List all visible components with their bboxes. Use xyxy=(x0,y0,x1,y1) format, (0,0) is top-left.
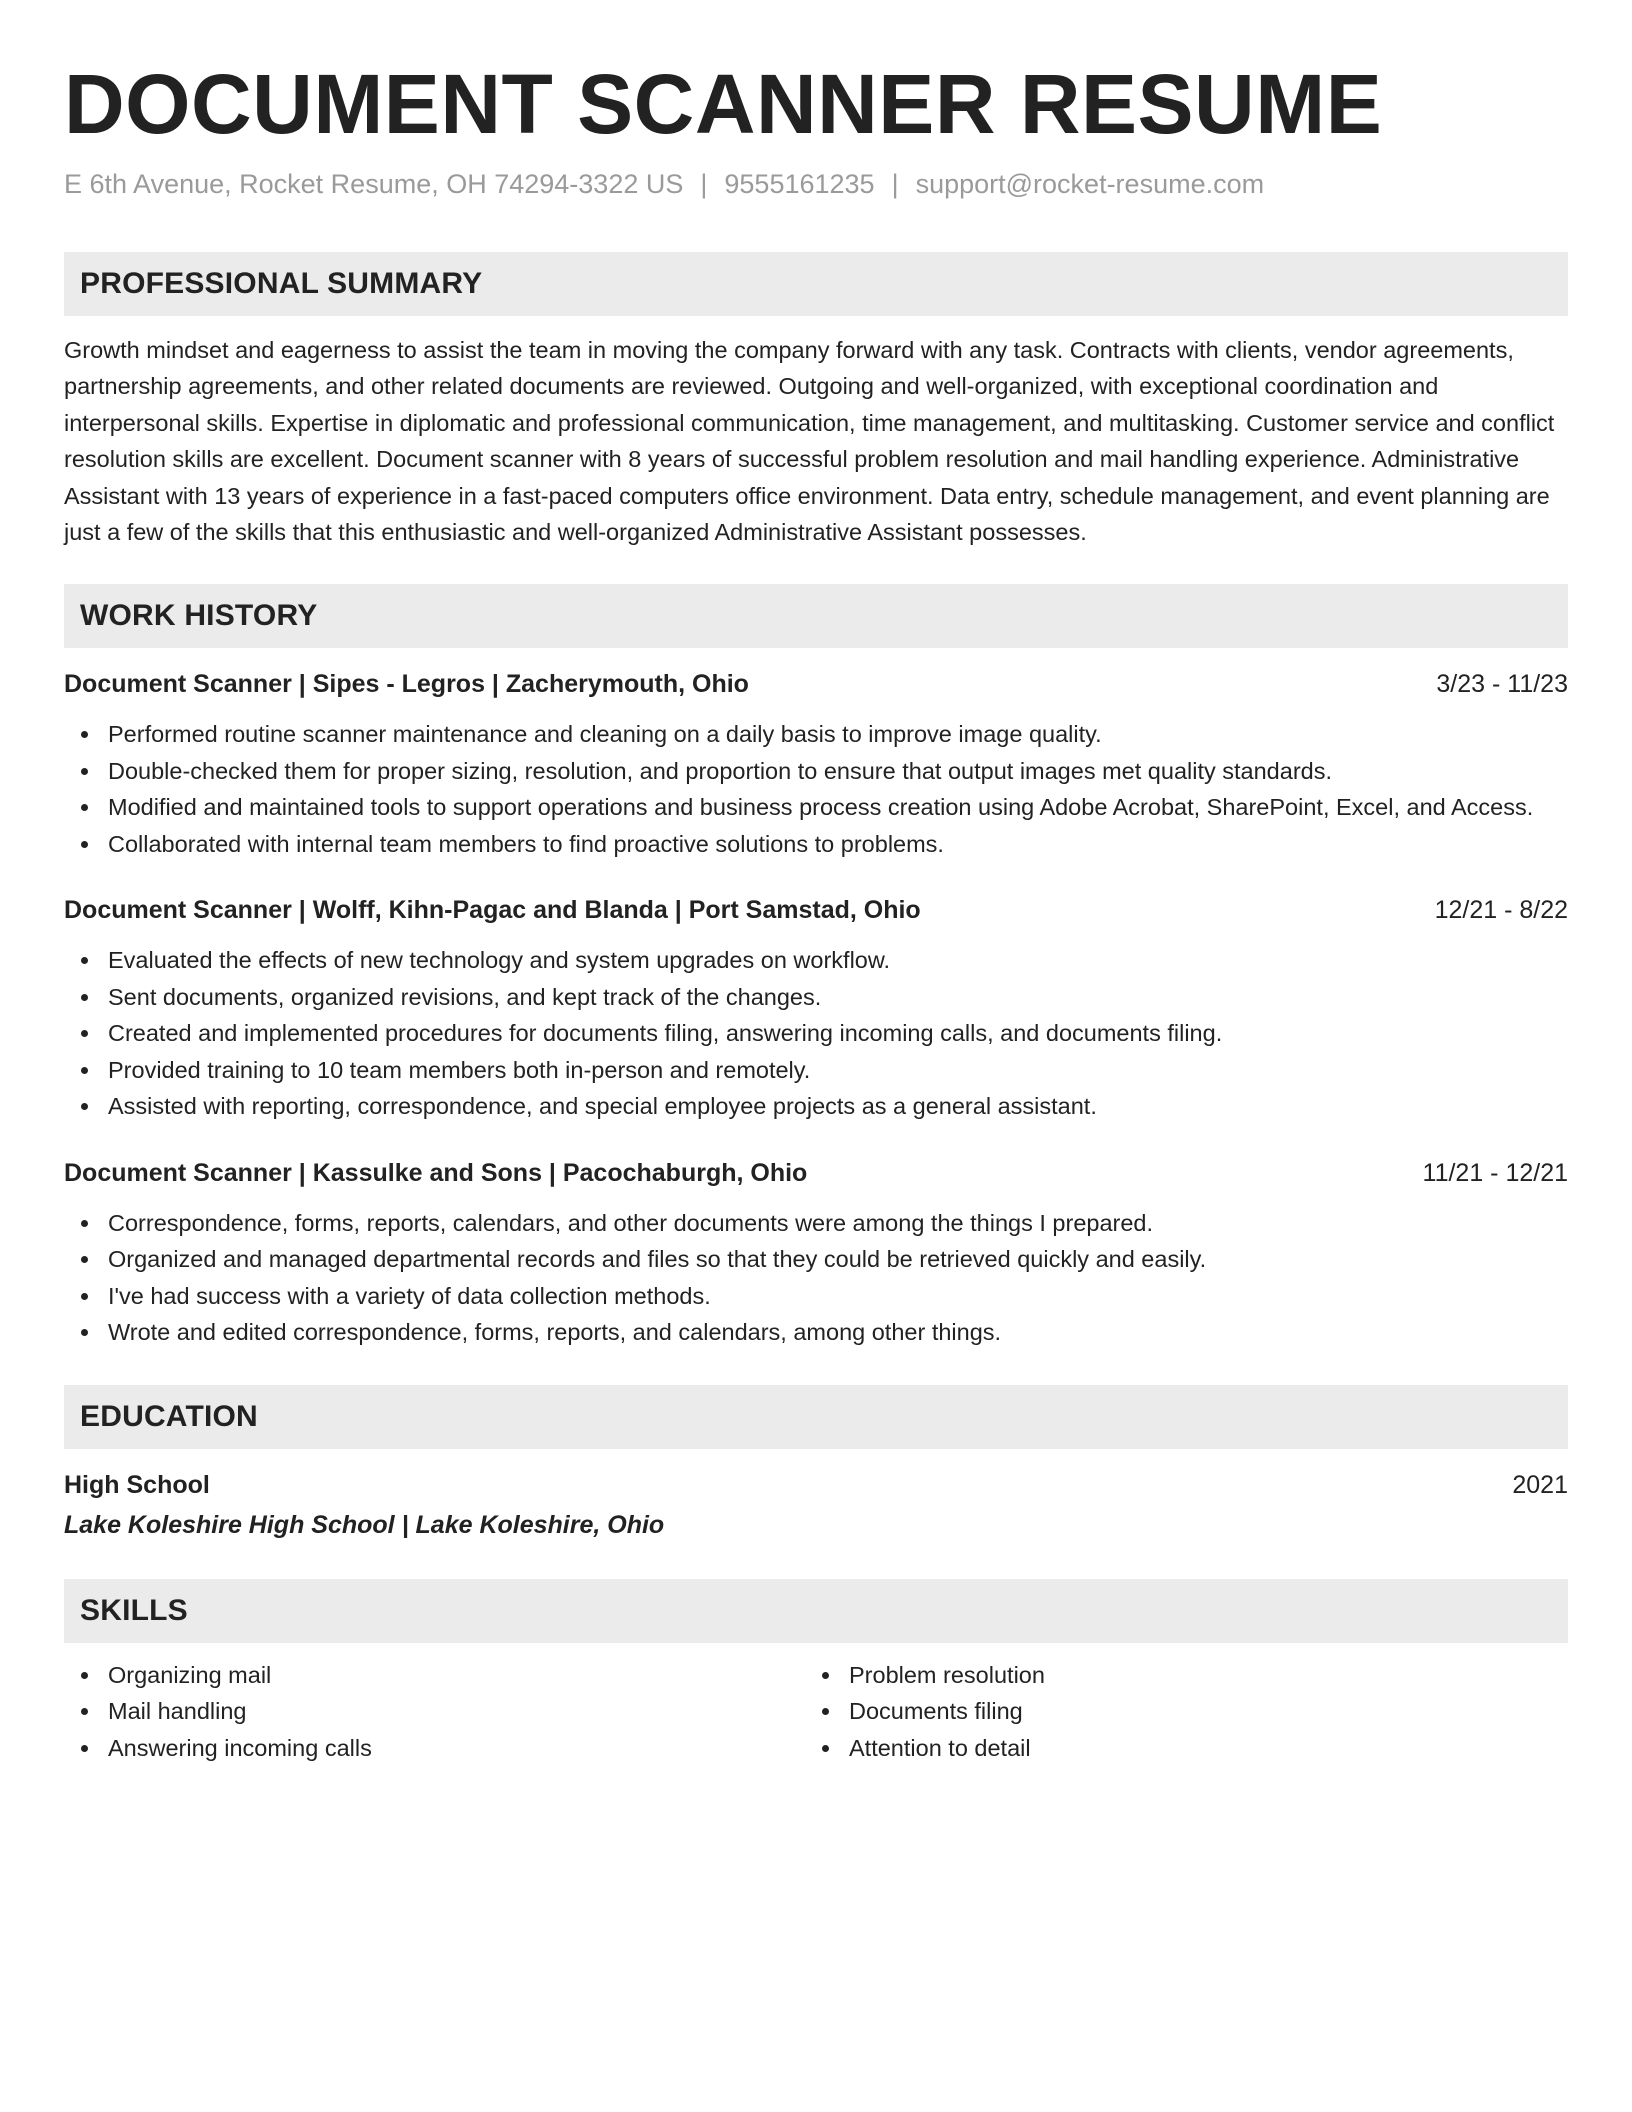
job-header xyxy=(64,892,1568,928)
resume-title: DOCUMENT SCANNER RESUME xyxy=(64,57,1383,151)
job-entry xyxy=(64,1155,1568,1351)
job-bullet: Organized and managed departmental records and files so that they could be retrieved quickly and easily. xyxy=(64,1241,1568,1278)
skill-item: Answering incoming calls xyxy=(64,1730,805,1767)
job-header xyxy=(64,1155,1568,1191)
job-entry xyxy=(64,892,1568,1125)
job-bullet: Created and implemented procedures for documents filing, answering incoming calls, and documents filing. xyxy=(64,1015,1568,1052)
job-entry xyxy=(64,666,1568,862)
job-bullet: Performed routine scanner maintenance and cleaning on a daily basis to improve image quality. xyxy=(64,716,1568,753)
job-bullets xyxy=(64,1205,1568,1351)
education-year: 2021 xyxy=(1512,1470,1568,1499)
contact-phone: 9555161235 xyxy=(724,169,875,199)
job-dates: 11/21 - 12/21 xyxy=(1422,1158,1568,1187)
job-bullet: Correspondence, forms, reports, calendars, and other documents were among the things I prepared. xyxy=(64,1205,1568,1242)
job-bullet: I've had success with a variety of data collection methods. xyxy=(64,1278,1568,1315)
job-bullet: Wrote and edited correspondence, forms, reports, and calendars, among other things. xyxy=(64,1314,1568,1351)
job-bullets xyxy=(64,716,1568,862)
job-bullet: Evaluated the effects of new technology and system upgrades on workflow. xyxy=(64,942,1568,979)
skills-grid xyxy=(64,1657,1568,1767)
contact-line xyxy=(64,166,1568,202)
skill-item: Mail handling xyxy=(64,1693,805,1730)
education-entry xyxy=(64,1467,1568,1543)
contact-separator: | xyxy=(700,169,708,199)
skill-item: Attention to detail xyxy=(805,1730,1546,1767)
contact-address: E 6th Avenue, Rocket Resume, OH 74294-3322 US xyxy=(64,169,684,199)
job-bullet: Provided training to 10 team members both in-person and remotely. xyxy=(64,1052,1568,1089)
job-dates: 3/23 - 11/23 xyxy=(1436,670,1568,699)
skills-column-left xyxy=(64,1657,805,1767)
job-bullet: Double-checked them for proper sizing, resolution, and proportion to ensure that output images met quality standards. xyxy=(64,753,1568,790)
education-school: Lake Koleshire High School | Lake Koleshire, Ohio xyxy=(64,1510,665,1539)
education-header xyxy=(64,1467,1568,1503)
section-header-summary: PROFESSIONAL SUMMARY xyxy=(64,252,1568,316)
job-title: Document Scanner | Sipes - Legros | Zacherymouth, Ohio xyxy=(64,670,749,699)
skill-item: Organizing mail xyxy=(64,1657,805,1694)
job-title: Document Scanner | Wolff, Kihn-Pagac and Blanda | Port Samstad, Ohio xyxy=(64,896,921,925)
job-bullet: Sent documents, organized revisions, and kept track of the changes. xyxy=(64,979,1568,1016)
section-header-work-history: WORK HISTORY xyxy=(64,584,1568,648)
job-header xyxy=(64,666,1568,702)
skills-column-right xyxy=(805,1657,1546,1767)
contact-email: support@rocket-resume.com xyxy=(915,169,1265,199)
section-header-education: EDUCATION xyxy=(64,1385,1568,1449)
job-dates: 12/21 - 8/22 xyxy=(1434,896,1568,925)
contact-separator: | xyxy=(891,169,899,199)
skill-item: Documents filing xyxy=(805,1693,1546,1730)
job-bullets xyxy=(64,942,1568,1125)
education-degree: High School xyxy=(64,1470,210,1499)
skill-item: Problem resolution xyxy=(805,1657,1546,1694)
job-bullet: Collaborated with internal team members to find proactive solutions to problems. xyxy=(64,826,1568,863)
section-header-skills: SKILLS xyxy=(64,1579,1568,1643)
job-title: Document Scanner | Kassulke and Sons | Pacochaburgh, Ohio xyxy=(64,1158,808,1187)
job-bullet: Assisted with reporting, correspondence, and special employee projects as a general assistant. xyxy=(64,1088,1568,1125)
job-bullet: Modified and maintained tools to support operations and business process creation using Adobe Acrobat, SharePoint, Excel, and Access. xyxy=(64,789,1568,826)
summary-text: Growth mindset and eagerness to assist the team in moving the company forward with any task. Contracts with clients, vendor agreements, partnership agreements, and other related documents are reviewed. Outgoing and well-organized, with exceptional coordination and interpersonal skills. Expertise in diplomatic and professional communication, time management, and multitasking. Customer service and conflict resolution skills are excellent. Document scanner with 8 years of successful problem resolution and mail handling experience. Administrative Assistant with 13 years of experience in a fast-paced computers office environment. Data entry, schedule management, and event planning are just a few of the skills that this enthusiastic and well-organized Administrative Assistant possesses. xyxy=(64,337,1555,546)
